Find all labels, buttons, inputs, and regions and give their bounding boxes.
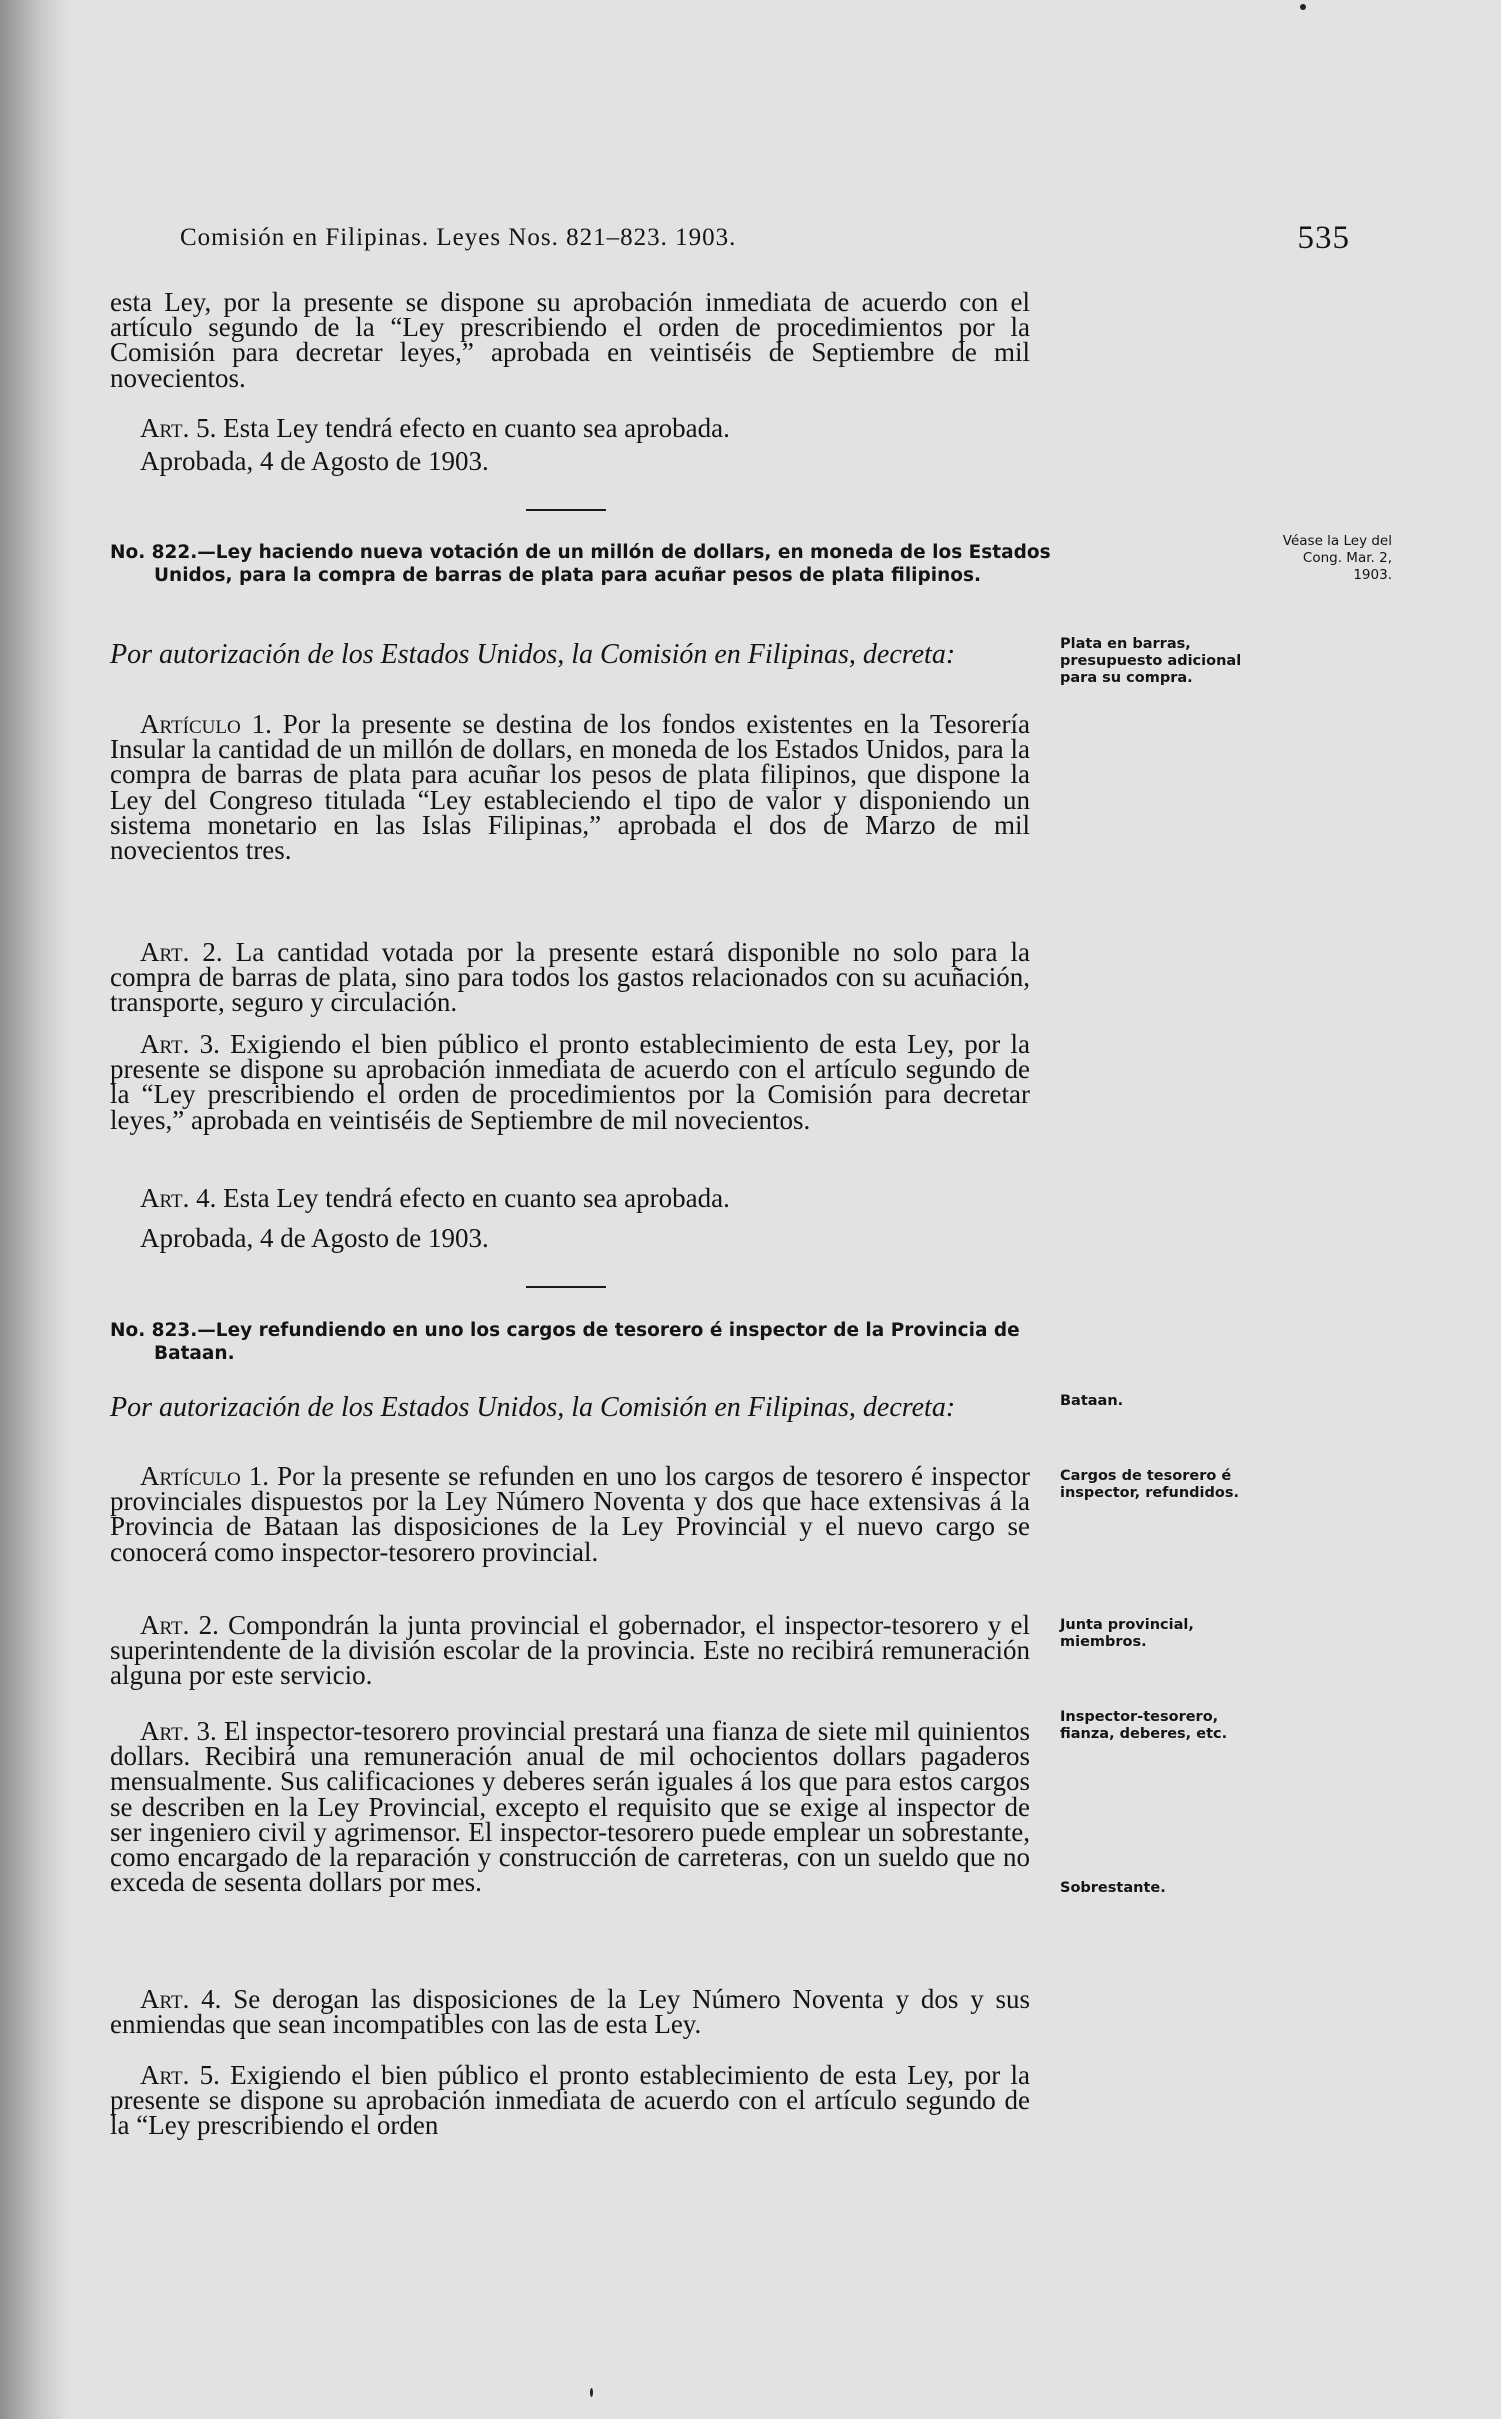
act-822-enacting-clause: Por autorización de los Estados Unidos, la Comisión en Filipinas, decreta: [110,639,956,670]
margin-note-inspector: Inspector-tesorero, fianza, deberes, etc. [1060,1709,1228,1742]
act-823-enacting-clause: Por autorización de los Estados Unidos, la Comisión en Filipinas, decreta: [110,1392,956,1423]
act-823-article-5: Art. 5. Exigiendo el bien público el pronto establecimiento de esta Ley, por la presente se dispone su aprobación inmediata de acuerdo con el artículo segundo de la “Ley prescribiendo el orden [110,2060,1031,2141]
act-823-article-4: Art. 4. Se derogan las disposiciones de la Ley Número Noventa y dos y sus enmiendas que sean incompatibles con las de esta Ley. [110,1984,1031,2040]
margin-note-vease: Véase la Ley del Cong. Mar. 2, 1903. [1282,533,1392,583]
act-822-article-3: Art. 3. Exigiendo el bien público el pronto establecimiento de esta Ley, por la presente se dispone su aprobación inmediata de acuerdo con el artículo segundo de la “Ley prescribiendo el orden de procedimientos por la Comisión para decretar leyes,” aprobada en veintiséis de Septiembre de mil novecientos. [110,1029,1031,1135]
act-823-title: No. 823.—Ley refundiendo en uno los cargos de tesorero é inspector de la Provincia de Bataan. [110,1320,1020,1364]
act-823-article-3: Art. 3. El inspector-tesorero provincial prestará una fianza de siete mil quinientos dollars. Recibirá una remuneración anual de mil ochocientos dollars pagaderos mensualmente. Sus calificaciones y deberes serán iguales á los que para estos cargos se describen en la Ley Provincial, excepto el requisito que se exige al inspector de ser ingeniero civil y agrimensor. El inspector-tesorero puede emplear un sobrestante, como encargado de la reparación y construcción de carreteras, con un sueldo que no exceda de sesenta dollars por mes. [110,1716,1031,1898]
section-divider [526,1286,606,1288]
act-823-article-1: Artículo 1. Por la presente se refunden en uno los cargos de tesorero é inspector provinciales dispuestos por la Ley Número Noventa y dos que hace extensivas á la Provincia de Bataan las disposiciones de la Ley Provincial y el nuevo cargo se conocerá como inspector-tesorero provincial. [110,1461,1030,1567]
scan-edge-shadow [0,0,70,2419]
section-divider [526,509,606,511]
margin-note-sobrestante: Sobrestante. [1060,1880,1166,1896]
running-title: Comisión en Filipinas. Leyes Nos. 821–823. 1903. [180,224,737,251]
act-821-article-5: Art. 5. Esta Ley tendrá efecto en cuanto sea aprobada. [140,413,730,443]
act-822-article-2: Art. 2. La cantidad votada por la presente estará disponible no solo para la compra de barras de plata, sino para todos los gastos relacionados con su acuñación, transporte, seguro y circulación. [110,937,1031,1018]
act-823-article-2: Art. 2. Compondrán la junta provincial el gobernador, el inspector-tesorero y el superintendente de la división escolar de la provincia. Este no recibirá remuneración alguna por este servicio. [110,1610,1031,1691]
margin-note-junta: Junta provincial, miembros. [1060,1617,1194,1650]
act-822-approved: Aprobada, 4 de Agosto de 1903. [140,1223,489,1253]
margin-note-cargos: Cargos de tesorero é inspector, refundidos. [1060,1468,1239,1501]
page-number: 535 [1297,220,1350,256]
page-header [180,220,1350,264]
act-822-title: No. 822.—Ley haciendo nueva votación de un millón de dollars, en moneda de los Estados Unidos, para la compra de barras de plata para acuñar pesos de plata filipinos. [110,542,1051,586]
act-822-article-4: Art. 4. Esta Ley tendrá efecto en cuanto sea aprobada. [140,1183,730,1213]
act-822-article-1: Artículo 1. Por la presente se destina de los fondos existentes en la Tesorería Insular la cantidad de un millón de dollars, en moneda de los Estados Unidos, para la compra de barras de plata para acuñar los pesos de plata filipinos, que dispone la Ley del Congreso titulada “Ley estableciendo el tipo de valor y disponiendo un sistema monetario en las Islas Filipinas,” aprobada el dos de Marzo de mil novecientos tres. [110,709,1031,866]
act-821-continuation: esta Ley, por la presente se dispone su aprobación inmediata de acuerdo con el artículo segundo de la “Ley prescribiendo el orden de procedimientos por la Comisión para decretar leyes,” aprobada en veintiséis de Septiembre de mil novecientos. [110,287,1030,393]
act-821-approved: Aprobada, 4 de Agosto de 1903. [140,446,489,476]
ink-speck [1300,4,1306,10]
margin-note-bataan: Bataan. [1060,1393,1124,1409]
ink-speck [590,2388,593,2397]
margin-note-plata: Plata en barras, presupuesto adicional para su compra. [1060,636,1242,686]
